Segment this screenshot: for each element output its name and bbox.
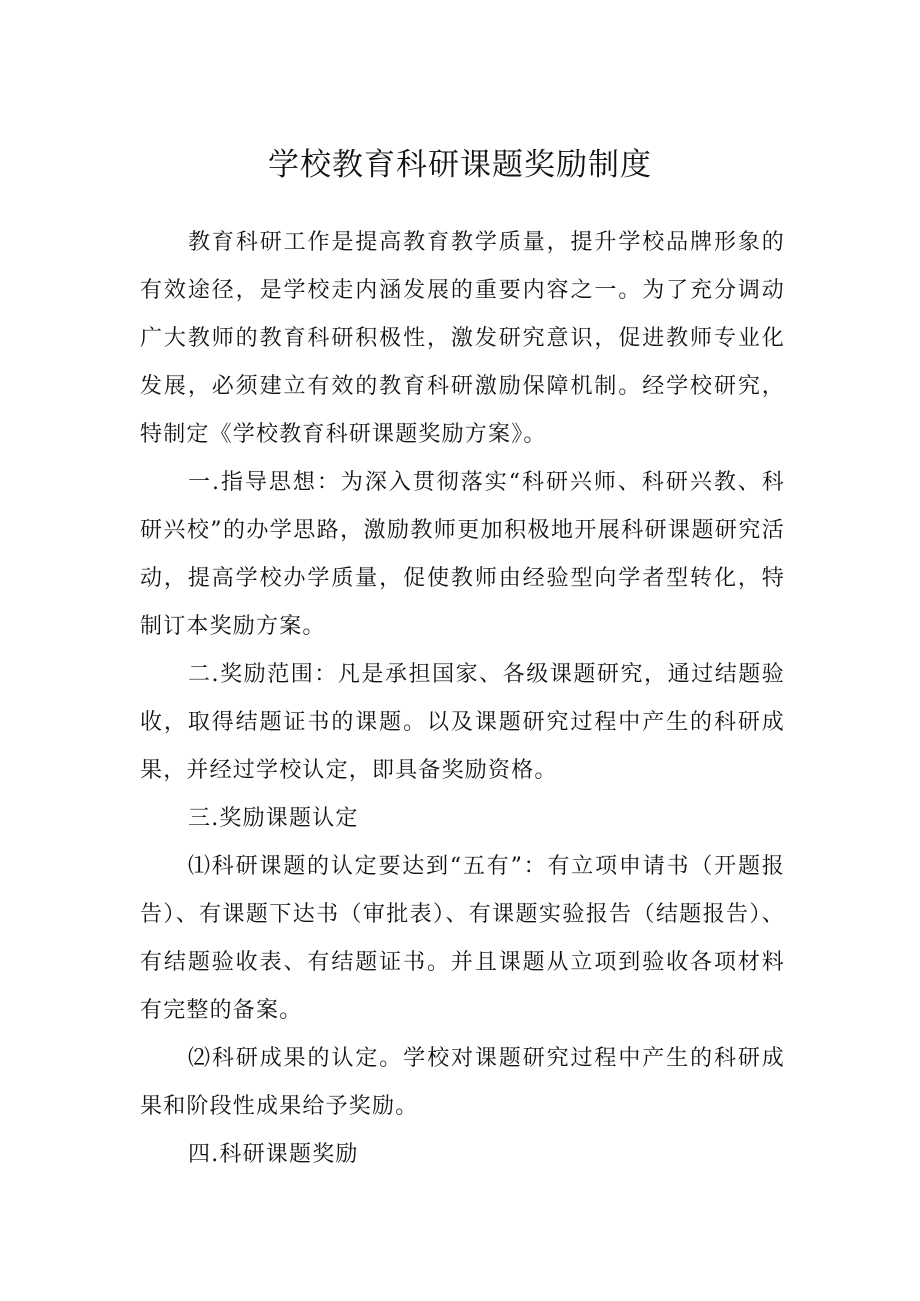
paragraph-guiding-thought: 一.指导思想：为深入贯彻落实“科研兴师、科研兴教、科研兴校”的办学思路，激励教师更加积极地开展科研课题研究活动，提高学校办学质量，促使教师由经验型向学者型转化，特制订本奖励方案。 — [140, 470, 785, 639]
paragraph-achievement-recognition: ⑵科研成果的认定。学校对课题研究过程中产生的科研成果和阶段性成果给予奖励。 — [140, 1046, 785, 1119]
paragraph-project-criteria: ⑴科研课题的认定要达到“五有”：有立项申请书（开题报告）、有课题下达书（审批表）、有课题实验报告（结题报告）、有结题验收表、有结题证书。并且课题从立项到验收各项材料有完整的备案。 — [140, 854, 785, 1023]
document-body — [140, 219, 785, 1179]
paragraph-intro: 教育科研工作是提高教育教学质量，提升学校品牌形象的有效途径，是学校走内涵发展的重要内容之一。为了充分调动广大教师的教育科研积极性，激发研究意识，促进教师专业化发展，必须建立有效的教育科研激励保障机制。经学校研究，特制定《学校教育科研课题奖励方案》。 — [140, 230, 785, 447]
paragraph-reward-scope: 二.奖励范围：凡是承担国家、各级课题研究，通过结题验收，取得结题证书的课题。以及课题研究过程中产生的科研成果，并经过学校认定，即具备奖励资格。 — [140, 662, 785, 783]
section-heading-research-rewards: 四.科研课题奖励 — [188, 1142, 359, 1167]
document-title: 学校教育科研课题奖励制度 — [268, 147, 652, 183]
section-heading-project-recognition: 三.奖励课题认定 — [188, 806, 359, 831]
